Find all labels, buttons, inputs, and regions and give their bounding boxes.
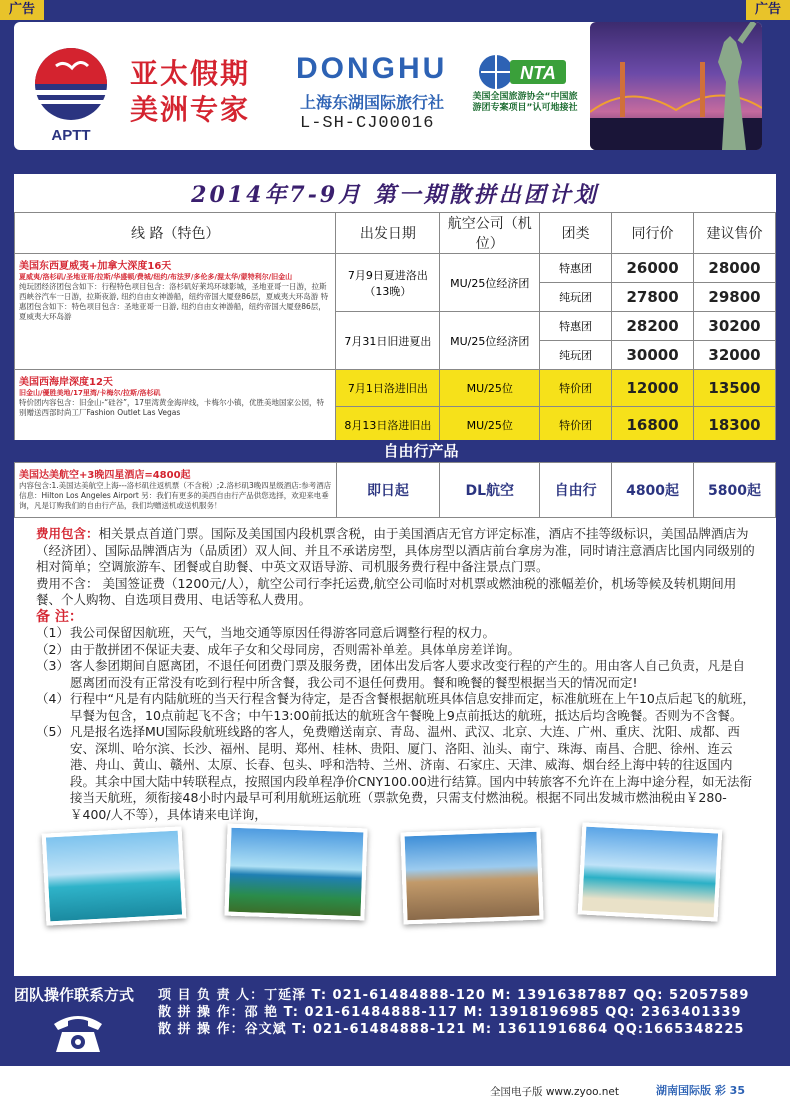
peer-price: 26000 — [612, 254, 694, 283]
list-item — [36, 724, 756, 823]
airline: MU/25位经济团 — [440, 254, 540, 312]
note-text: 行程中“凡是有内陆航班的当天行程含餐为待定，是否含餐根据航班具体信息安排而定，标准航班在上午10点后起飞的航班，早餐为包含，10点前起飞不含；中午13:00前抵达的航班含午餐晚上9点前抵达的航班，抵达后均含晚餐。否则为不含餐。 — [70, 691, 755, 723]
fee-exclude: 费用不含： 美国签证费（1200元/人），航空公司行李托运费,航空公司临时对机票或燃油税的涨幅差价，机场等候及转机期间用餐、个人购物、自选项目费用、电话等私人费用。 — [36, 575, 737, 607]
route-title: 美国西海岸深度12天 — [19, 377, 113, 388]
suggested-price: 28000 — [694, 254, 776, 283]
airline: MU/25位 — [440, 370, 540, 407]
col-header-airline: 航空公司（机位） — [440, 213, 540, 254]
table-header-row — [15, 213, 776, 254]
peer-price: 30000 — [612, 341, 694, 370]
free-route-cell — [15, 463, 337, 518]
free-peer-price: 4800起 — [612, 463, 694, 518]
brand-line1: 亚太假期 — [130, 57, 251, 90]
contact-role: 项 目 负 责 人： — [158, 988, 265, 1003]
fee-label: 费用包含： — [36, 526, 99, 541]
contact-qq: QQ:1665348225 — [613, 1022, 745, 1037]
route-title: 美国东西夏威夷+加拿大深度16天 — [19, 261, 172, 272]
overwater-bungalow-photo — [42, 826, 187, 925]
contact-tel: T: 021-61484888-117 — [283, 1005, 458, 1020]
contact-name: 丁延泽 — [264, 988, 307, 1003]
left-border — [0, 174, 14, 980]
table-row — [15, 463, 776, 518]
note-number: （3） — [36, 658, 69, 673]
group-type: 特价团 — [540, 370, 612, 407]
coast-photo — [224, 824, 367, 921]
table-row — [15, 254, 776, 283]
route-cities: 旧金山/優胜美地/17里湾/卡梅尔/拉斯/洛杉矶 — [19, 389, 161, 397]
contact-row — [158, 1018, 744, 1037]
note-text: 客人参团期间自愿离团，不退任何团费门票及服务费，团体出发后客人要求改变行程的产生的。用由客人自己负责，凡是自愿离团而没有正常没有吃到行程中所含餐，我公司不退任何费用。餐和晚餐的餐型根据当天的情况而定! — [70, 658, 746, 690]
bridge-statue-photo — [590, 22, 762, 150]
remark-label: 备 注： — [36, 608, 83, 625]
free-date: 即日起 — [336, 463, 440, 518]
sailboat-beach-photo — [578, 822, 723, 921]
nta-logo-icon — [476, 52, 572, 94]
col-header-suggested-price: 建议售价 — [694, 213, 776, 254]
contact-mobile: M: 13916387887 — [491, 988, 628, 1003]
col-header-date: 出发日期 — [336, 213, 440, 254]
contact-name: 邵 艳 — [244, 1005, 279, 1020]
airline: MU/25位经济团 — [440, 312, 540, 370]
page-title: 2014年7-9月 第一期散拼出团计划 — [191, 182, 599, 208]
list-item — [36, 691, 756, 724]
group-type: 特价团 — [540, 407, 612, 444]
note-text: 由于散拼团不保证夫妻、成年子女和父母同房，否则需补单差。具体单房差详询。 — [70, 641, 521, 657]
departure-date: 7月31日旧进夏出 — [336, 312, 440, 370]
group-type: 特惠团 — [540, 312, 612, 341]
notes-section — [36, 526, 756, 823]
col-header-peer-price: 同行价 — [612, 213, 694, 254]
table-row — [15, 370, 776, 407]
suggested-price: 18300 — [694, 407, 776, 444]
free-route-detail: 内容包含:1.美国达美航空上海---洛杉矶往返机票（不含税）;2.洛杉矶3晚四星级酒店:参考酒店信息：Hilton Los Angeles Airport 另：我们有更多的美西自由行产品供您选择，欢迎来电垂询，凡是订购我们的自由行产品，我们均赠送机或送机服务！ — [19, 481, 332, 510]
group-type: 特惠团 — [540, 254, 612, 283]
suggested-price: 30200 — [694, 312, 776, 341]
contact-name: 谷文斌 — [244, 1022, 287, 1037]
aptt-label: APTT — [51, 127, 91, 144]
ad-tag-right: 广告 — [746, 0, 790, 20]
edition-label: 全国电子版 www.zyoo.net — [490, 1086, 619, 1098]
free-type: 自由行 — [540, 463, 612, 518]
license-number: L-SH-CJ00016 — [300, 114, 435, 133]
suggested-price: 29800 — [694, 283, 776, 312]
brand-line2: 美洲专家 — [130, 93, 251, 126]
route-price-table — [14, 212, 776, 444]
suggested-price: 13500 — [694, 370, 776, 407]
airline: MU/25位 — [440, 407, 540, 444]
donghu-logo: DONGHU — [296, 52, 448, 85]
note-text: 凡是报名选择MU国际段航班线路的客人，免费赠送南京、青岛、温州、武汉、北京、大连、广州、重庆、沈阳、成都、西安、深圳、哈尔滨、长沙、福州、昆明、郑州、桂林、贵阳、厦门、洛阳、汕头、南宁、珠海、南昌、合肥、徐州、连云港、舟山、黄山、赣州、太原、长春、包头、呼和浩特、兰州、济南、石家庄、天津、威海、烟台经上海中转的往返国内段。其余中国大陆中转联程点，按照国内段单程净价CNY100.00进行结算。国内中转旅客不允许在上海中途分程，如无法衔接当天航班，须衔接48小时内最早可利用航班运航班（票款免费，只需支付燃油税。根据不同出发城市燃油税由￥280-￥400/人不等），具体请来电详询， — [70, 724, 752, 822]
route-detail: 纯玩团经济团包含如下：行程特色项目包含：洛杉矶好莱坞环球影城，圣地亚哥一日游，拉斯西峡谷汽车一日游，拉斯夜游, 纽约自由女神游船，纽约帝国大厦登86层，夏威夷大环岛游 特惠团包含如下：特色项目包含：圣地亚哥一日游, 纽约自由女神游船，纽约帝国大厦登86层，夏威夷大环岛游 — [19, 282, 329, 321]
donghu-name: 上海东湖国际旅行社 — [300, 93, 445, 112]
col-header-type: 团类 — [540, 213, 612, 254]
contact-role: 散 拼 操 作： — [158, 1022, 245, 1037]
hunan-edition-label: 湖南国际版 彩 35 — [656, 1084, 745, 1097]
right-border — [776, 174, 790, 980]
contact-mobile: M: 13611916864 — [471, 1022, 609, 1037]
list-item — [36, 642, 756, 659]
list-item — [36, 625, 756, 642]
departure-date: 8月13日洛进旧出 — [336, 407, 440, 444]
aptt-logo-icon — [26, 36, 116, 144]
nta-certification: 美国全国旅游协会“中国旅游团专案项目”认可地接社 — [472, 92, 578, 113]
group-type: 纯玩团 — [540, 341, 612, 370]
suggested-price: 32000 — [694, 341, 776, 370]
contact-section-label: 团队操作联系方式 — [14, 986, 135, 1004]
fee-text: 相关景点首道门票。国际及美国国内段机票含税，由于美国酒店无官方评定标准，酒店不挂等级标识，美国品牌酒店为（经济团）、国际品牌酒店为（品质团）双人间、并且不承诺房型，具体房型以酒店前台拿房为准，同时请注意酒店比国内同级别的相对简单；空调旅游车、团餐或自助餐、中英文双语导游、司机服务费行程中备注景点门票。 — [36, 526, 755, 574]
free-suggested-price: 5800起 — [694, 463, 776, 518]
list-item — [36, 658, 756, 691]
villa-photo — [400, 828, 543, 925]
route-east-west-cell — [15, 254, 336, 370]
free-travel-header: 自由行产品 — [336, 440, 506, 462]
free-travel-table — [14, 462, 776, 518]
contact-qq: QQ: 52057589 — [633, 988, 750, 1003]
fee-include — [36, 526, 756, 576]
peer-price: 27800 — [612, 283, 694, 312]
contact-tel: T: 021-61484888-120 — [311, 988, 486, 1003]
contact-mobile: M: 13918196985 — [463, 1005, 600, 1020]
route-west-coast-cell — [15, 370, 336, 444]
peer-price: 16800 — [612, 407, 694, 444]
note-number: （5） — [36, 724, 69, 739]
contact-qq: QQ: 2363401339 — [605, 1005, 742, 1020]
note-number: （2） — [36, 641, 69, 657]
col-header-route: 线 路（特色） — [15, 213, 336, 254]
nta-logo-text: NTA — [520, 63, 556, 83]
contact-tel: T: 021-61484888-121 — [292, 1022, 467, 1037]
route-detail: 特价团内容包含：旧金山-“硅谷”，17里湾黄金海岸线，卡梅尔小镇，优胜美地国家公园，特别赠送西部时尚工厂Fashion Outlet Las Vegas — [19, 398, 325, 417]
contact-role: 散 拼 操 作： — [158, 1005, 245, 1020]
ad-tag-left: 广告 — [0, 0, 44, 20]
route-cities: 夏威夷/洛杉矶/圣地亚哥/拉斯/华盛顿/费城/纽约/布法罗/多伦多/渥太华/蒙特利尔/旧金山 — [19, 273, 293, 281]
note-number: （4） — [36, 691, 69, 706]
departure-date: 7月9日夏进洛出（13晚） — [336, 254, 440, 312]
free-airline: DL航空 — [440, 463, 540, 518]
peer-price: 28200 — [612, 312, 694, 341]
group-type: 纯玩团 — [540, 283, 612, 312]
telephone-icon — [48, 1008, 108, 1056]
note-number: （1） — [36, 625, 69, 640]
note-text: 我公司保留因航班，天气，当地交通等原因任得游客同意后调整行程的权力。 — [70, 625, 496, 640]
peer-price: 12000 — [612, 370, 694, 407]
free-route-title: 美国达美航空+3晚四星酒店=4800起 — [19, 470, 191, 481]
departure-date: 7月1日洛进旧出 — [336, 370, 440, 407]
